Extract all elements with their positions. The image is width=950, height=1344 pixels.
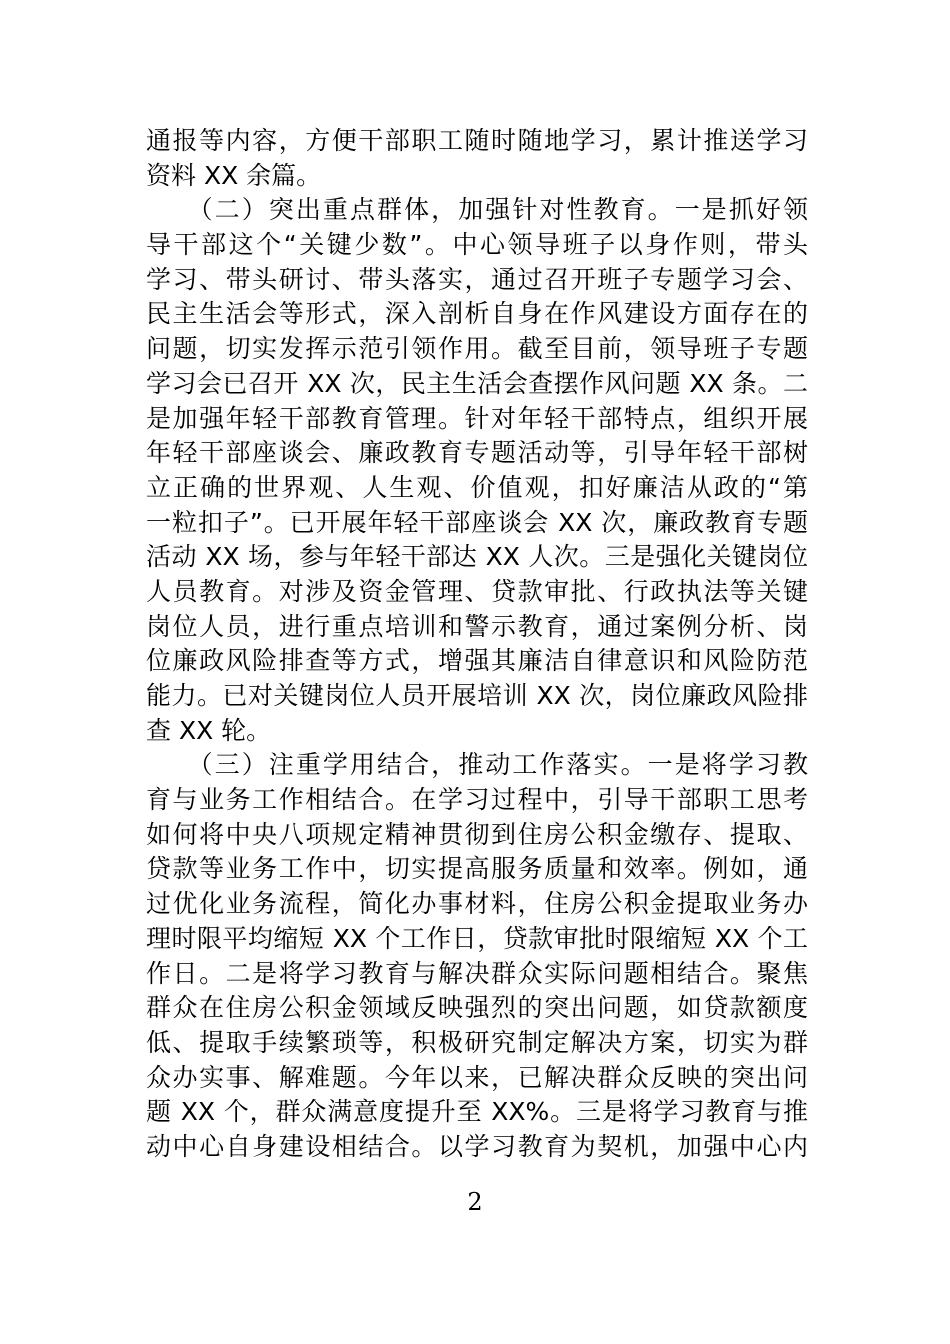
- text-line: 如何将中央八项规定精神贯彻到住房公积金缴存、提取、: [146, 819, 808, 849]
- text-line: （二）突出重点群体，加强针对性教育。一是抓好领: [146, 195, 808, 225]
- text-line: 动中心自身建设相结合。以学习教育为契机，加强中心内: [146, 1131, 808, 1161]
- text-line: 理时限平均缩短 XX 个工作日，贷款审批时限缩短 XX 个工: [146, 923, 808, 953]
- text-line: 育与业务工作相结合。在学习过程中，引导干部职工思考: [146, 785, 808, 815]
- text-line: 一粒扣子”。已开展年轻干部座谈会 XX 次，廉政教育专题: [146, 507, 808, 537]
- text-line: 题 XX 个，群众满意度提升至 XX%。三是将学习教育与推: [146, 1097, 808, 1127]
- text-line: 导干部这个“关键少数”。中心领导班子以身作则，带头: [146, 230, 808, 260]
- text-line: 低、提取手续繁琐等，积极研究制定解决方案，切实为群: [146, 1027, 808, 1057]
- page-number: 2: [467, 1188, 483, 1216]
- text-line: 查 XX 轮。: [146, 715, 272, 745]
- text-line: 资料 XX 余篇。: [146, 160, 322, 190]
- text-line: 作日。二是将学习教育与解决群众实际问题相结合。聚焦: [146, 958, 808, 988]
- text-line: 群众在住房公积金领域反映强烈的突出问题，如贷款额度: [146, 993, 808, 1023]
- text-line: 学习、带头研讨、带头落实，通过召开班子专题学习会、: [146, 264, 808, 294]
- text-line: 问题，切实发挥示范引领作用。截至目前，领导班子专题: [146, 334, 808, 364]
- text-line: 活动 XX 场，参与年轻干部达 XX 人次。三是强化关键岗位: [146, 542, 808, 572]
- text-line: 年轻干部座谈会、廉政教育专题活动等，引导年轻干部树: [146, 438, 808, 468]
- text-line: 学习会已召开 XX 次，民主生活会查摆作风问题 XX 条。二: [146, 368, 808, 398]
- body-text: [146, 124, 808, 1165]
- text-line: 是加强年轻干部教育管理。针对年轻干部特点，组织开展: [146, 403, 808, 433]
- text-line: 众办实事、解难题。今年以来，已解决群众反映的突出问: [146, 1062, 808, 1092]
- text-line: 能力。已对关键岗位人员开展培训 XX 次，岗位廉政风险排: [146, 681, 808, 710]
- text-line: 民主生活会等形式，深入剖析自身在作风建设方面存在的: [146, 299, 808, 329]
- text-line: 岗位人员，进行重点培训和警示教育，通过案例分析、岗: [146, 611, 808, 641]
- text-line: 过优化业务流程，简化办事材料，住房公积金提取业务办: [146, 889, 808, 919]
- text-line: 位廉政风险排查等方式，增强其廉洁自律意识和风险防范: [146, 646, 808, 676]
- text-line: 人员教育。对涉及资金管理、贷款审批、行政执法等关键: [146, 576, 808, 606]
- text-line: 贷款等业务工作中，切实提高服务质量和效率。例如，通: [146, 854, 808, 884]
- text-line: 立正确的世界观、人生观、价值观，扣好廉洁从政的“第: [146, 472, 808, 502]
- text-line: 通报等内容，方便干部职工随时随地学习，累计推送学习: [146, 126, 808, 155]
- text-line: （三）注重学用结合，推动工作落实。一是将学习教: [146, 750, 808, 780]
